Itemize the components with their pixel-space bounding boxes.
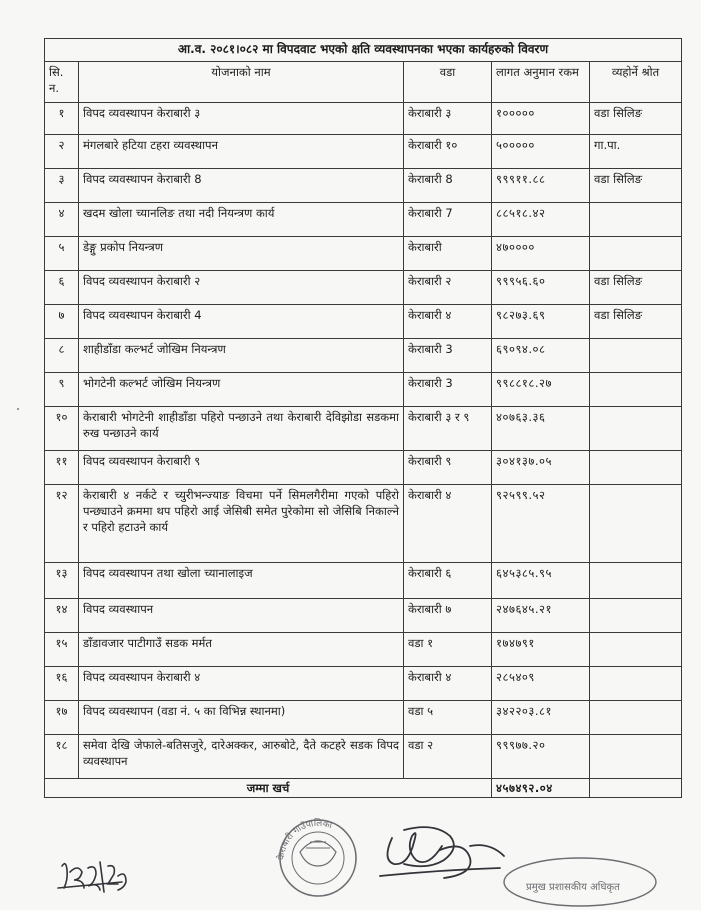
seal-text: प्रमुख प्रशासकीय अधिकृत [526,882,620,893]
row-project-name: केराबारी भोगटेनी शाहीडाँडा पहिरो पन्छाउने तथा केराबारी देविझोडा सडकमा रुख पन्छाउने कार्य [79,407,404,451]
row-ward: केराबारी 8 [404,169,492,203]
table-row [45,701,682,735]
report-title: आ.व. २०८१।०८२ मा विपदवाट भएको क्षति व्यवस्थापनका भएका कार्यहरुको विवरण [45,39,682,62]
row-serial-number: १७ [45,701,79,735]
row-estimated-cost: ५००००० [492,135,590,169]
stamp-text: केराबारी गाउँपालिका [276,818,333,861]
table-row [45,339,682,373]
row-serial-number: १५ [45,633,79,667]
row-ward: केराबारी [404,237,492,271]
row-project-name: मंगलबारे हटिया टहरा व्यवस्थापन [79,135,404,169]
row-ward: केराबारी 3 [404,373,492,407]
header-estimated-cost: लागत अनुमान रकम [492,62,590,103]
row-ward: केराबारी ४ [404,485,492,563]
row-estimated-cost: ९९९७७.२० [492,735,590,779]
row-serial-number: ८ [45,339,79,373]
row-ward: केराबारी ३ [404,103,492,135]
table-row [45,667,682,701]
row-funding-source [590,599,682,633]
row-project-name: डाँडावजार पाटीगाउँ सडक मर्मत [79,633,404,667]
row-estimated-cost: २४७६४५.२१ [492,599,590,633]
row-funding-source [590,407,682,451]
speck-mark [17,408,19,410]
row-funding-source [590,735,682,779]
header-ward: वडा [404,62,492,103]
report-table [44,38,682,798]
row-ward: केराबारी ३ र ९ [404,407,492,451]
row-serial-number: १३ [45,563,79,599]
row-serial-number: १ [45,103,79,135]
table-row [45,203,682,237]
row-funding-source: गा.पा. [590,135,682,169]
row-estimated-cost: ४७०००० [492,237,590,271]
row-funding-source: वडा सिलिङ [590,271,682,305]
row-ward: केराबारी ६ [404,563,492,599]
row-project-name: शाहीडाँडा कल्भर्ट जोखिम नियन्त्रण [79,339,404,373]
row-funding-source [590,451,682,485]
table-row [45,407,682,451]
row-project-name: विपद व्यवस्थापन केराबारी 4 [79,305,404,339]
row-ward: केराबारी ४ [404,667,492,701]
row-estimated-cost: १७४७९१ [492,633,590,667]
row-serial-number: ११ [45,451,79,485]
row-ward: वडा १ [404,633,492,667]
row-funding-source [590,633,682,667]
row-ward: वडा २ [404,735,492,779]
table-row [45,485,682,563]
row-estimated-cost: २८५४०९ [492,667,590,701]
row-estimated-cost: ९९८८१८.२७ [492,373,590,407]
row-project-name: विपद व्यवस्थापन तथा खोला च्यानालाइज [79,563,404,599]
row-serial-number: ४ [45,203,79,237]
table-row [45,103,682,135]
row-ward: केराबारी ४ [404,305,492,339]
table-row [45,451,682,485]
header-serial-number: सि. न. [45,62,79,103]
row-project-name: खदम खोला च्यानलिङ तथा नदी नियन्त्रण कार्य [79,203,404,237]
table-row [45,237,682,271]
row-funding-source: वडा सिलिङ [590,169,682,203]
row-estimated-cost: ३४२२०३.८१ [492,701,590,735]
signature-mark [380,827,504,878]
total-empty-cell [590,779,682,798]
row-project-name: विपद व्यवस्थापन [79,599,404,633]
row-funding-source [590,563,682,599]
row-funding-source: वडा सिलिङ [590,305,682,339]
table-row [45,135,682,169]
total-amount: ४५७४९२.०४ [492,779,590,798]
row-estimated-cost: ९२५९९.५२ [492,485,590,563]
table-row [45,305,682,339]
row-estimated-cost: ३०४१३७.०५ [492,451,590,485]
table-row [45,373,682,407]
row-project-name: भोगटेनी कल्भर्ट जोखिम नियन्त्रण [79,373,404,407]
table-row [45,563,682,599]
row-serial-number: ७ [45,305,79,339]
header-project-name: योजनाको नाम [79,62,404,103]
row-estimated-cost: ६४५३८५.९५ [492,563,590,599]
row-estimated-cost: ८८५१८.४२ [492,203,590,237]
row-estimated-cost: ६९०९४.०८ [492,339,590,373]
row-project-name: विपद व्यवस्थापन केराबारी २ [79,271,404,305]
row-ward: वडा ५ [404,701,492,735]
row-serial-number: १० [45,407,79,451]
row-serial-number: १२ [45,485,79,563]
row-estimated-cost: ४०७६३.३६ [492,407,590,451]
row-project-name: विपद व्यवस्थापन केराबारी ९ [79,451,404,485]
table-row [45,271,682,305]
row-estimated-cost: १००००० [492,103,590,135]
row-serial-number: १८ [45,735,79,779]
row-ward: केराबारी 3 [404,339,492,373]
row-ward: केराबारी 7 [404,203,492,237]
table-row [45,633,682,667]
row-estimated-cost: ९८२७३.६९ [492,305,590,339]
row-funding-source [590,373,682,407]
row-project-name: डेङ्गु प्रकोप नियन्त्रण [79,237,404,271]
row-project-name: समेवा देखि जेफाले-बतिसजुरे, दारेअक्कर, आरुबोटे, दैते कटहरे सडक विपद व्यवस्थापन [79,735,404,779]
row-funding-source [590,485,682,563]
row-serial-number: १६ [45,667,79,701]
row-project-name: केराबारी ४ नर्कटे र च्युरीभन्ज्याङ विचमा पर्ने सिमलगैरीमा गएको पहिरो पन्छ्याउने क्रममा थप पहिरो आई जेसिबी समेत पुरेकोमा सो जेसिबि निकाल्ने र पहिरो हटाउने कार्य [79,485,404,563]
row-funding-source [590,667,682,701]
total-label: जम्मा खर्च [45,779,492,798]
row-funding-source [590,203,682,237]
officer-seal [504,858,656,906]
row-ward: केराबारी १० [404,135,492,169]
row-funding-source [590,339,682,373]
handwritten-note [58,862,126,892]
row-funding-source: वडा सिलिङ [590,103,682,135]
row-funding-source [590,701,682,735]
office-stamp [275,817,356,896]
row-ward: केराबारी ७ [404,599,492,633]
row-estimated-cost: ९९९११.८८ [492,169,590,203]
total-row [45,779,682,798]
row-estimated-cost: ९९९५६.६० [492,271,590,305]
row-serial-number: २ [45,135,79,169]
row-project-name: विपद व्यवस्थापन (वडा नं. ५ का विभिन्न स्थानमा) [79,701,404,735]
table-body [45,103,682,779]
row-funding-source [590,237,682,271]
row-project-name: विपद व्यवस्थापन केराबारी ४ [79,667,404,701]
row-ward: केराबारी २ [404,271,492,305]
row-serial-number: ५ [45,237,79,271]
table-row [45,735,682,779]
row-serial-number: १४ [45,599,79,633]
svg-text:केराबारी गाउँपालिका [275,817,334,860]
header-funding-source: व्यहोर्ने श्रोत [590,62,682,103]
row-serial-number: ९ [45,373,79,407]
header-row [45,62,682,103]
row-ward: केराबारी ९ [404,451,492,485]
row-project-name: विपद व्यवस्थापन केराबारी ३ [79,103,404,135]
row-serial-number: ६ [45,271,79,305]
row-project-name: विपद व्यवस्थापन केराबारी 8 [79,169,404,203]
table-row [45,599,682,633]
table-row [45,169,682,203]
row-serial-number: ३ [45,169,79,203]
